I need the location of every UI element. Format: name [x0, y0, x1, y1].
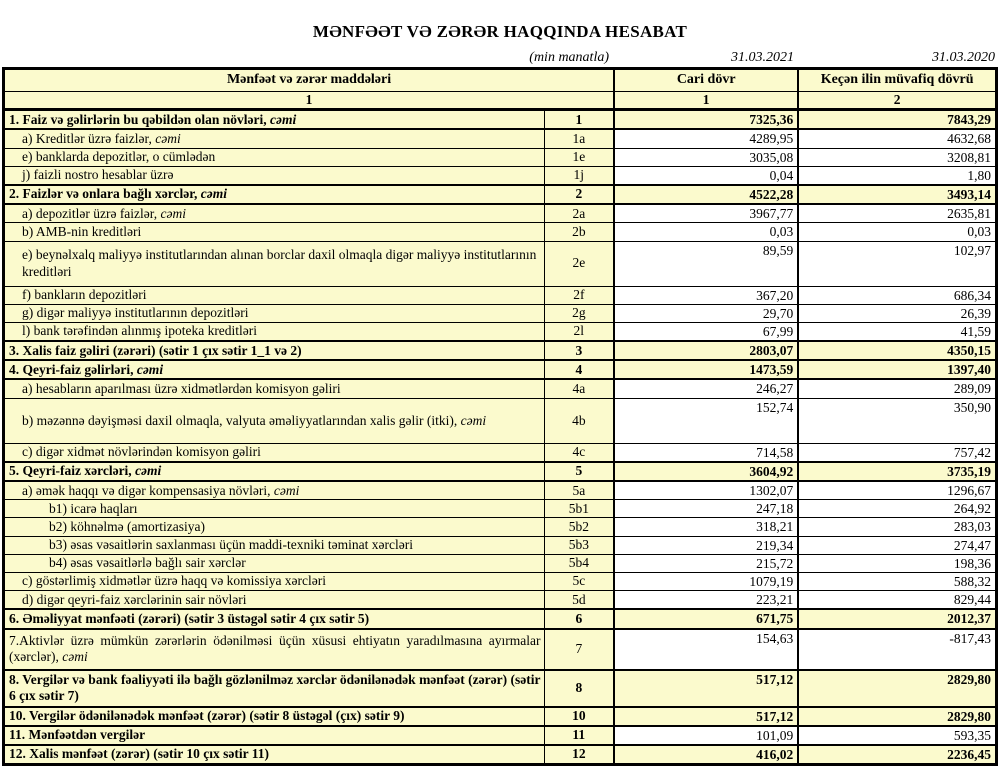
row-value-previous-cell: 1397,40	[798, 360, 996, 379]
row-code-cell: 5	[544, 462, 614, 481]
row-value-current-cell: 367,20	[614, 286, 798, 304]
row-label-cell	[4, 322, 545, 341]
col-number-current: 1	[614, 92, 798, 110]
row-value-previous-cell: 274,47	[798, 536, 996, 554]
row-label-cell	[4, 481, 545, 500]
row-label-italic-suffix: cəmi	[460, 412, 487, 428]
table-row	[4, 670, 997, 707]
row-value-previous-cell: 41,59	[798, 322, 996, 341]
row-value-previous-cell: 2012,37	[798, 609, 996, 628]
row-label-cell	[4, 500, 545, 518]
table-row	[4, 204, 997, 223]
row-value-previous-cell: 289,09	[798, 379, 996, 398]
row-value-previous-cell: 283,03	[798, 518, 996, 536]
row-value-previous-cell: 4632,68	[798, 129, 996, 148]
row-value-current-cell: 2803,07	[614, 341, 798, 360]
row-label: b) AMB-nin kreditləri	[22, 223, 142, 239]
table-row	[4, 110, 997, 130]
row-value-current-cell: 246,27	[614, 379, 798, 398]
row-code-cell: 5b4	[544, 554, 614, 572]
row-label: f) bankların depozitləri	[22, 287, 147, 302]
row-code-cell: 10	[544, 707, 614, 726]
row-label-cell	[4, 670, 545, 707]
row-label-italic-suffix: cəmi	[160, 205, 186, 221]
row-label-cell	[4, 304, 545, 322]
row-label: b4) əsas vəsaitlərlə bağlı sair xərclər	[49, 555, 246, 571]
row-value-previous-cell: 3493,14	[798, 185, 996, 204]
row-label: 8. Vergilər və bank fəaliyyəti ilə bağlı gözlənilməz xərclər ödənilənədək mənfəət (zərər) (sətir 6 çıx sətir 7)	[9, 671, 541, 703]
table-row	[4, 360, 997, 379]
table-row	[4, 745, 997, 765]
row-label-cell	[4, 148, 545, 166]
row-label: e) beynəlxalq maliyyə institutlarından alınan borclar daxil olmaqla digər maliyyə institutlarının kreditləri	[22, 247, 537, 279]
row-value-current-cell: 3035,08	[614, 148, 798, 166]
row-code-cell: 5a	[544, 481, 614, 500]
row-label-cell	[4, 166, 545, 185]
row-label-cell	[4, 286, 545, 304]
table-body	[4, 110, 997, 765]
col-header-current: Cari dövr	[614, 69, 798, 92]
row-value-current-cell: 219,34	[614, 536, 798, 554]
row-code-cell: 2f	[544, 286, 614, 304]
row-value-previous-cell: 2635,81	[798, 204, 996, 223]
row-value-previous-cell: 264,92	[798, 500, 996, 518]
row-code-cell: 11	[544, 726, 614, 745]
row-code-cell: 4c	[544, 443, 614, 462]
table-row	[4, 536, 997, 554]
table-row	[4, 341, 997, 360]
col-header-items: Mənfəət və zərər maddələri	[4, 69, 615, 92]
row-label-cell	[4, 110, 545, 130]
row-value-previous-cell: 1296,67	[798, 481, 996, 500]
row-label: 2. Faizlər və onlara bağlı xərclər,	[9, 186, 201, 202]
row-label-cell	[4, 360, 545, 379]
row-value-current-cell: 0,03	[614, 223, 798, 241]
col-header-previous: Keçən ilin müvafiq dövrü	[798, 69, 996, 92]
row-value-previous-cell: 588,32	[798, 572, 996, 590]
row-label-cell	[4, 185, 545, 204]
row-code-cell: 2a	[544, 204, 614, 223]
row-value-current-cell: 29,70	[614, 304, 798, 322]
row-value-current-cell: 152,74	[614, 398, 798, 443]
row-value-previous-cell: 198,36	[798, 554, 996, 572]
row-value-current-cell: 154,63	[614, 629, 798, 670]
table-row	[4, 379, 997, 398]
row-label-italic-suffix: cəmi	[155, 130, 181, 146]
table-header	[4, 69, 997, 110]
report-title: MƏNFƏƏT VƏ ZƏRƏR HAQQINDA HESABAT	[312, 22, 688, 41]
row-value-current-cell: 318,21	[614, 518, 798, 536]
table-row	[4, 500, 997, 518]
row-value-current-cell: 517,12	[614, 707, 798, 726]
row-value-current-cell: 1079,19	[614, 572, 798, 590]
row-label-cell	[4, 241, 545, 286]
col-number-items: 1	[4, 92, 615, 110]
row-code-cell: 1a	[544, 129, 614, 148]
row-label-cell	[4, 572, 545, 590]
row-value-current-cell: 0,04	[614, 166, 798, 185]
table-row	[4, 304, 997, 322]
row-label-cell	[4, 204, 545, 223]
row-label-italic-suffix: cəmi	[270, 111, 297, 127]
row-label: a) depozitlər üzrə faizlər,	[22, 205, 161, 221]
row-label-cell	[4, 591, 545, 610]
row-code-cell: 5b2	[544, 518, 614, 536]
row-label: b2) köhnəlmə (amortizasiya)	[49, 518, 205, 534]
row-label: b1) icarə haqları	[49, 500, 138, 516]
row-code-cell: 2b	[544, 223, 614, 241]
row-value-previous-cell: 3735,19	[798, 462, 996, 481]
row-label: 3. Xalis faiz gəliri (zərəri) (sətir 1 çıx sətir 1_1 və 2)	[9, 342, 302, 358]
row-label: 1. Faiz və gəlirlərin bu qəbildən olan növləri,	[9, 111, 270, 127]
row-label: a) Kreditlər üzrə faizlər,	[22, 130, 156, 146]
table-row	[4, 609, 997, 628]
table-row	[4, 241, 997, 286]
row-value-previous-cell: 1,80	[798, 166, 996, 185]
meta-row	[2, 50, 998, 66]
row-code-cell: 3	[544, 341, 614, 360]
row-value-previous-cell: 26,39	[798, 304, 996, 322]
row-value-previous-cell: 686,34	[798, 286, 996, 304]
row-label-cell	[4, 443, 545, 462]
row-value-previous-cell: 102,97	[798, 241, 996, 286]
table-row	[4, 462, 997, 481]
row-label: j) faizli nostro hesablar üzrə	[22, 167, 174, 183]
row-value-previous-cell: 7843,29	[798, 110, 996, 130]
row-label-cell	[4, 398, 545, 443]
table-row	[4, 286, 997, 304]
row-label: a) hesabların aparılması üzrə xidmətlərdən komisyon gəliri	[22, 380, 341, 396]
row-value-previous-cell: 593,35	[798, 726, 996, 745]
row-label: d) digər qeyri-faiz xərclərinin sair növləri	[22, 591, 247, 607]
table-row	[4, 322, 997, 341]
table-row	[4, 518, 997, 536]
table-row	[4, 554, 997, 572]
table-row	[4, 629, 997, 670]
table-row	[4, 481, 997, 500]
row-label-cell	[4, 379, 545, 398]
row-label-cell	[4, 223, 545, 241]
row-value-previous-cell: 3208,81	[798, 148, 996, 166]
row-code-cell: 1	[544, 110, 614, 130]
units-note: (min manatla)	[529, 50, 609, 65]
row-value-current-cell: 714,58	[614, 443, 798, 462]
row-value-current-cell: 1473,59	[614, 360, 798, 379]
date-current-period: 31.03.2021	[731, 50, 794, 65]
row-value-previous-cell: 4350,15	[798, 341, 996, 360]
table-row	[4, 591, 997, 610]
row-code-cell: 8	[544, 670, 614, 707]
row-code-cell: 1j	[544, 166, 614, 185]
row-code-cell: 12	[544, 745, 614, 765]
row-value-current-cell: 416,02	[614, 745, 798, 765]
row-value-current-cell: 101,09	[614, 726, 798, 745]
row-value-current-cell: 247,18	[614, 500, 798, 518]
row-value-previous-cell: 829,44	[798, 591, 996, 610]
row-label: 11. Mənfəətdən vergilər	[9, 727, 146, 743]
table-row	[4, 129, 997, 148]
row-code-cell: 2	[544, 185, 614, 204]
row-code-cell: 5b1	[544, 500, 614, 518]
row-value-previous-cell: 2829,80	[798, 670, 996, 707]
row-label-cell	[4, 341, 545, 360]
row-code-cell: 5d	[544, 591, 614, 610]
row-label: 6. Əməliyyat mənfəəti (zərəri) (sətir 3 üstəgəl sətir 4 çıx sətir 5)	[9, 610, 370, 626]
row-code-cell: 5b3	[544, 536, 614, 554]
row-label-cell	[4, 554, 545, 572]
row-value-current-cell: 671,75	[614, 609, 798, 628]
profit-loss-table	[2, 67, 998, 766]
row-code-cell: 2e	[544, 241, 614, 286]
table-row	[4, 223, 997, 241]
header-row-titles	[4, 69, 997, 92]
row-label-cell	[4, 745, 545, 765]
row-value-previous-cell: 2236,45	[798, 745, 996, 765]
row-label: 5. Qeyri-faiz xərcləri,	[9, 463, 136, 479]
row-value-previous-cell: 0,03	[798, 223, 996, 241]
row-code-cell: 1e	[544, 148, 614, 166]
row-label: l) bank tərəfindən alınmış ipoteka kreditləri	[22, 323, 258, 339]
row-label-cell	[4, 707, 545, 726]
row-code-cell: 5c	[544, 572, 614, 590]
row-code-cell: 4a	[544, 379, 614, 398]
row-code-cell: 2g	[544, 304, 614, 322]
row-value-previous-cell: 350,90	[798, 398, 996, 443]
table-row	[4, 572, 997, 590]
row-value-previous-cell: 757,42	[798, 443, 996, 462]
row-label-cell	[4, 536, 545, 554]
row-value-current-cell: 3967,77	[614, 204, 798, 223]
row-label-cell	[4, 129, 545, 148]
row-value-current-cell: 215,72	[614, 554, 798, 572]
row-value-current-cell: 517,12	[614, 670, 798, 707]
row-value-current-cell: 7325,36	[614, 110, 798, 130]
row-label: b3) əsas vəsaitlərin saxlanması üçün maddi-texniki təminat xərcləri	[49, 537, 414, 553]
row-label-italic-suffix: cəmi	[200, 186, 227, 202]
row-label: a) əmək haqqı və digər kompensasiya növləri,	[22, 482, 274, 498]
row-label-cell	[4, 462, 545, 481]
row-code-cell: 4	[544, 360, 614, 379]
row-code-cell: 7	[544, 629, 614, 670]
row-value-current-cell: 1302,07	[614, 481, 798, 500]
row-label: b) məzənnə dəyişməsi daxil olmaqla, valyuta əməliyyatlarından xalis gəlir (itki),	[22, 412, 461, 428]
row-label-cell	[4, 609, 545, 628]
row-value-current-cell: 89,59	[614, 241, 798, 286]
col-number-previous: 2	[798, 92, 996, 110]
date-previous-period: 31.03.2020	[932, 50, 995, 65]
table-row	[4, 726, 997, 745]
row-code-cell: 6	[544, 609, 614, 628]
row-value-current-cell: 4289,95	[614, 129, 798, 148]
table-row	[4, 166, 997, 185]
row-value-current-cell: 3604,92	[614, 462, 798, 481]
row-label-cell	[4, 629, 545, 670]
row-code-cell: 4b	[544, 398, 614, 443]
row-label-italic-suffix: cəmi	[62, 649, 88, 664]
row-value-current-cell: 223,21	[614, 591, 798, 610]
header-row-numbers	[4, 92, 997, 110]
table-row	[4, 185, 997, 204]
row-value-current-cell: 67,99	[614, 322, 798, 341]
row-label-cell	[4, 726, 545, 745]
table-row	[4, 398, 997, 443]
table-row	[4, 148, 997, 166]
row-label: g) digər maliyyə institutlarının depozitləri	[22, 305, 249, 321]
row-label-italic-suffix: cəmi	[136, 361, 164, 377]
row-value-previous-cell: 2829,80	[798, 707, 996, 726]
row-label: e) banklarda depozitlər, o cümlədən	[22, 149, 216, 165]
row-value-current-cell: 4522,28	[614, 185, 798, 204]
row-label-cell	[4, 518, 545, 536]
row-label-italic-suffix: cəmi	[135, 463, 162, 479]
row-label-italic-suffix: cəmi	[273, 482, 300, 498]
row-code-cell: 2l	[544, 322, 614, 341]
row-label: c) göstərlimiş xidmətlər üzrə haqq və komissiya xərcləri	[22, 573, 327, 589]
table-row	[4, 443, 997, 462]
table-row	[4, 707, 997, 726]
row-label: 12. Xalis mənfəət (zərər) (sətir 10 çıx sətir 11)	[9, 746, 270, 762]
row-label: 4. Qeyri-faiz gəlirləri,	[9, 361, 137, 377]
row-label: 7.Aktivlər üzrə mümkün zərərlərin ödənilməsi üçün xüsusi ehtiyatın yaradılmasına ayırmalar (xərclər),	[9, 632, 541, 664]
row-label: c) digər xidmət növlərindən komisyon gəliri	[22, 444, 261, 460]
row-value-previous-cell: -817,43	[798, 629, 996, 670]
row-label: 10. Vergilər ödənilənədək mənfəət (zərər) (sətir 8 üstəgəl (çıx) sətir 9)	[9, 708, 405, 723]
